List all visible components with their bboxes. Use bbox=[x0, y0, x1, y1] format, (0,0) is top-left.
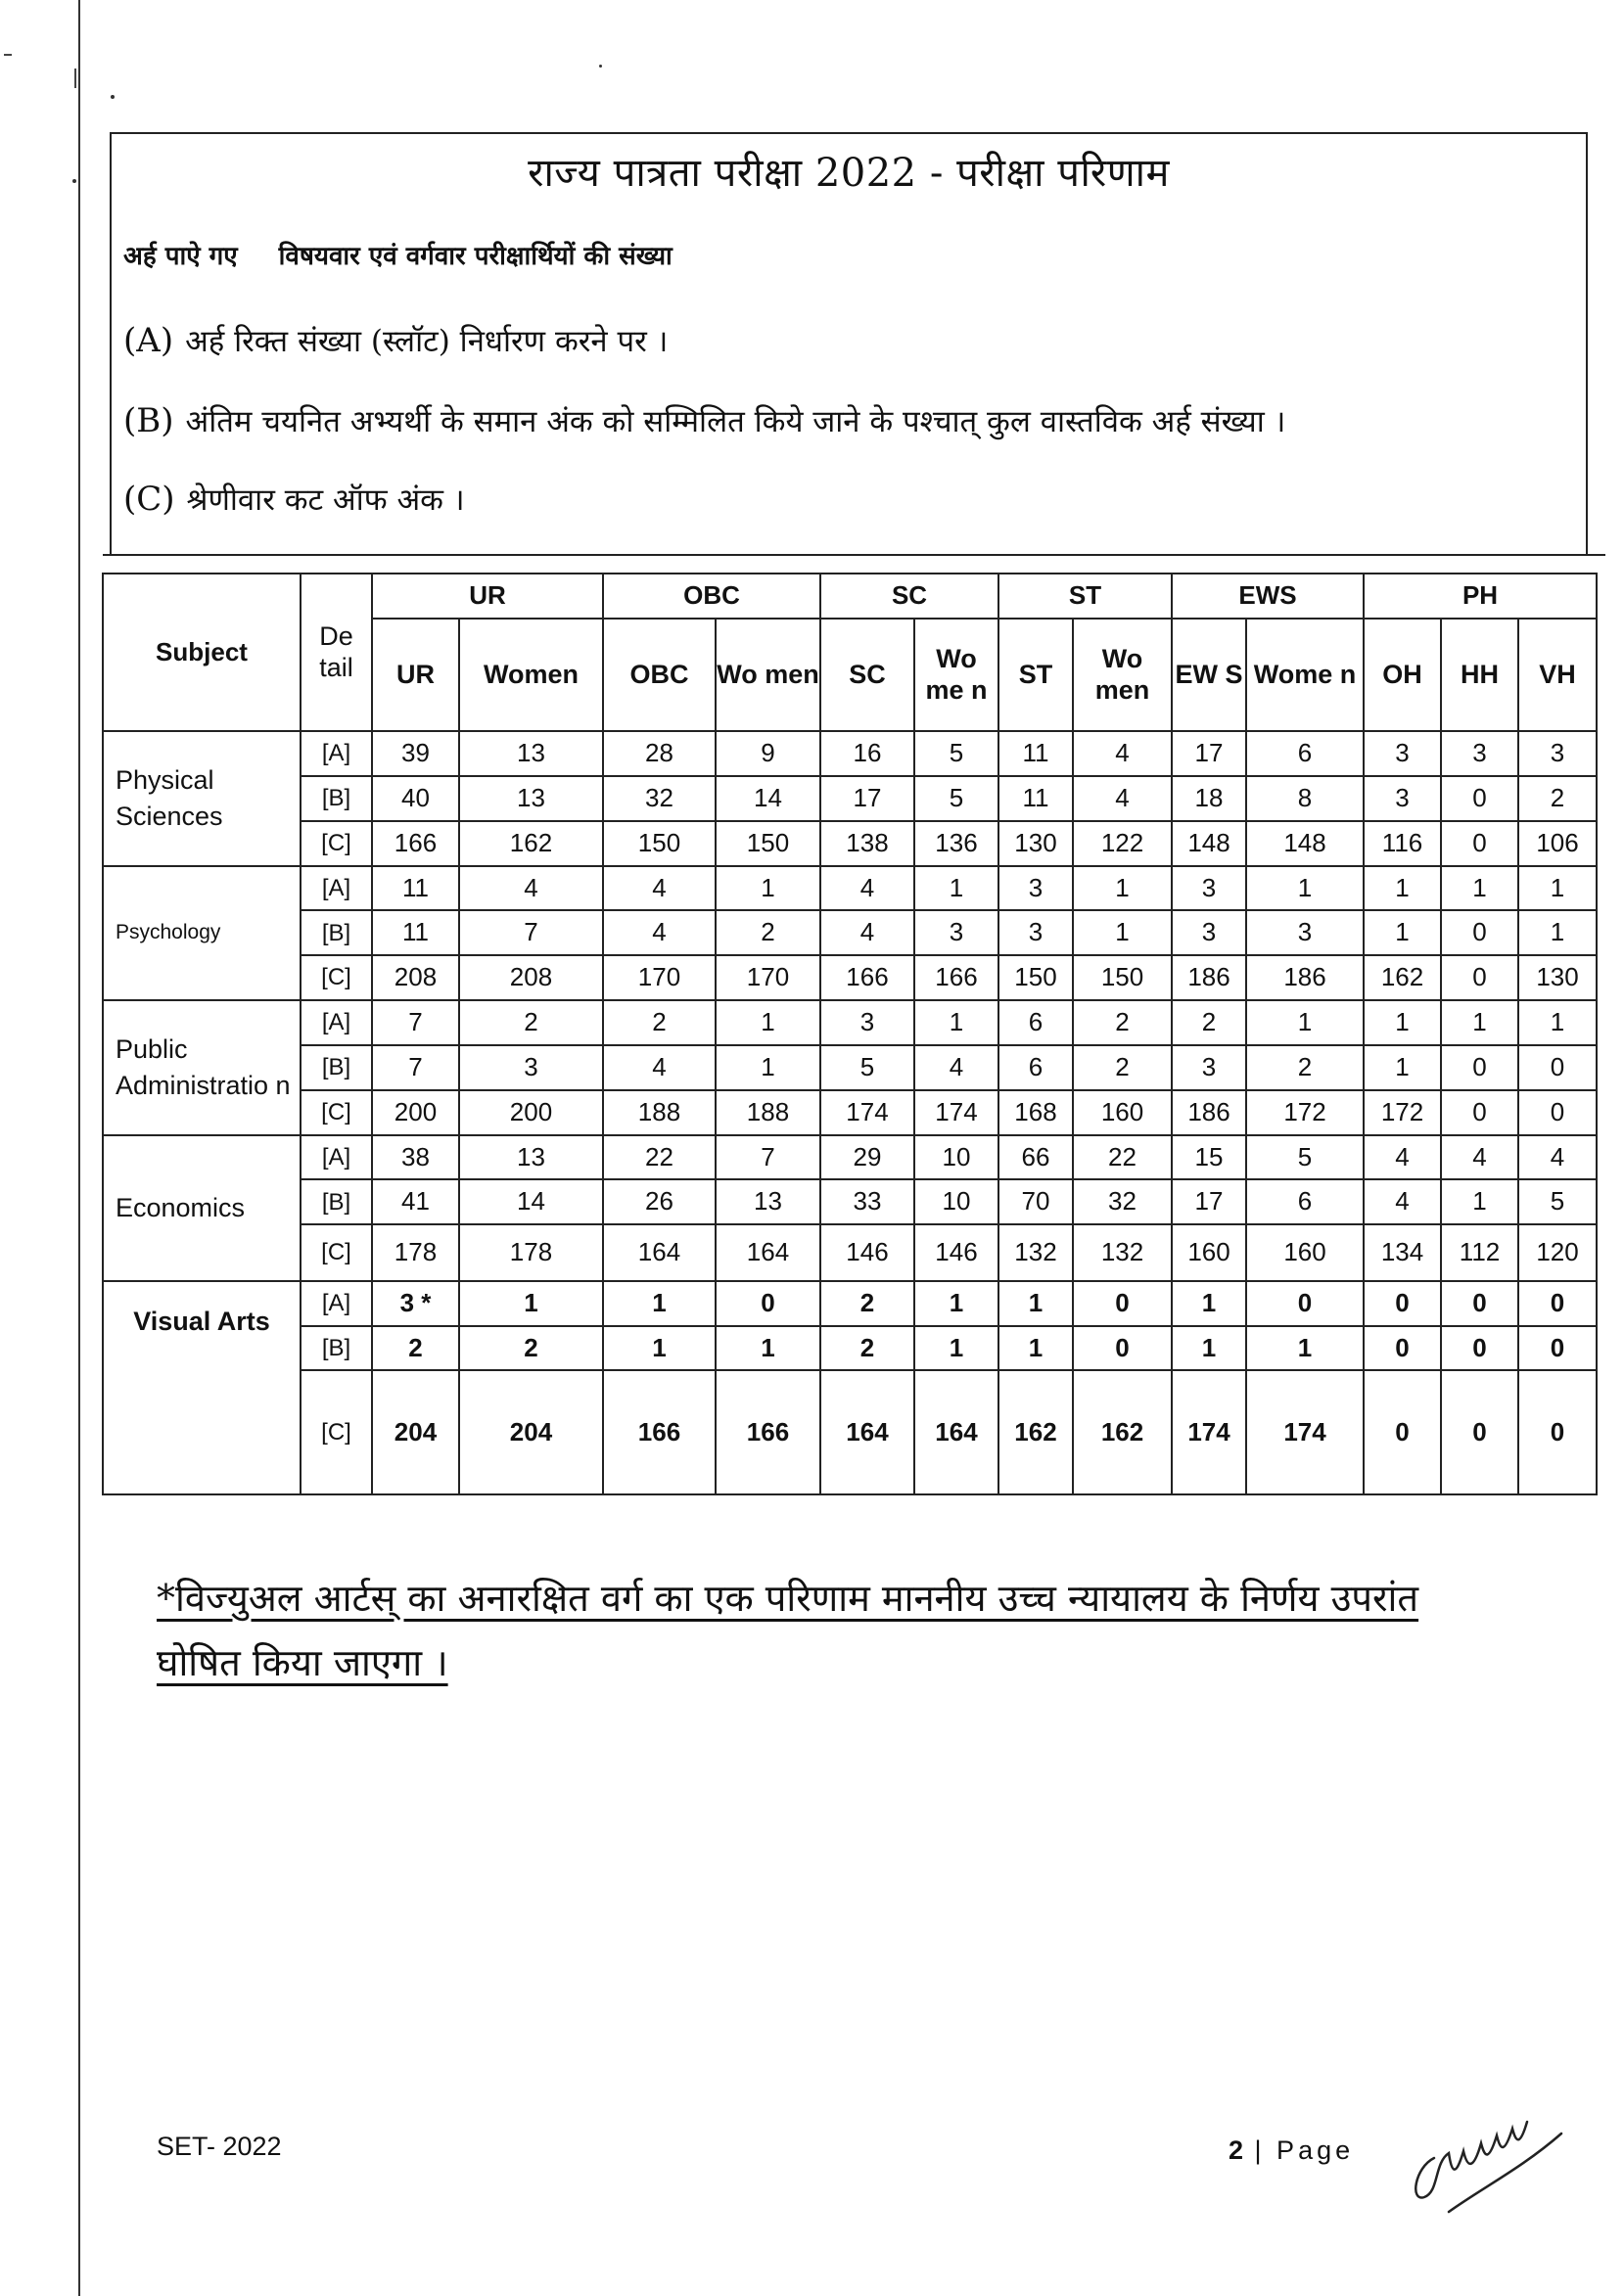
value-cell: 0 bbox=[1073, 1326, 1172, 1371]
value-cell: 0 bbox=[1364, 1370, 1441, 1494]
value-cell: 4 bbox=[603, 866, 716, 911]
value-cell: 172 bbox=[1364, 1090, 1441, 1135]
value-cell: 4 bbox=[820, 866, 914, 911]
value-cell: 106 bbox=[1518, 821, 1597, 866]
value-cell: 4 bbox=[914, 1045, 998, 1090]
value-cell: 148 bbox=[1172, 821, 1246, 866]
column-header: OH bbox=[1364, 619, 1441, 731]
table-row bbox=[103, 1000, 1597, 1045]
value-cell: 166 bbox=[603, 1370, 716, 1494]
value-cell: 2 bbox=[1073, 1000, 1172, 1045]
criterion-b bbox=[123, 400, 1285, 441]
footer-page bbox=[1229, 2135, 1354, 2166]
value-cell: 174 bbox=[1246, 1370, 1364, 1494]
value-cell: 5 bbox=[1246, 1135, 1364, 1180]
left-margin-line bbox=[78, 0, 80, 2296]
table-row bbox=[103, 1135, 1597, 1180]
group-header-ur: UR bbox=[372, 574, 603, 619]
value-cell: 0 bbox=[1441, 776, 1518, 821]
value-cell: 1 bbox=[716, 1045, 820, 1090]
value-cell: 0 bbox=[1364, 1281, 1441, 1326]
value-cell: 160 bbox=[1246, 1224, 1364, 1281]
subtitle-part-1: अर्ह पाऐ गए bbox=[123, 242, 238, 271]
criterion-text: अर्ह रिक्त संख्या (स्लॉट) निर्धारण करने पर । bbox=[185, 324, 669, 359]
column-header: Women bbox=[459, 619, 603, 731]
value-cell: 18 bbox=[1172, 776, 1246, 821]
value-cell: 4 bbox=[1518, 1135, 1597, 1180]
footnote: *विज्युअल आर्टस् का अनारक्षित वर्ग का एक परिणाम माननीय उच्च न्यायालय के निर्णय उपरांत घोषित किया जाएगा । bbox=[157, 1577, 1419, 1684]
detail-cell: [B] bbox=[301, 776, 372, 821]
value-cell: 136 bbox=[914, 821, 998, 866]
value-cell: 8 bbox=[1246, 776, 1364, 821]
detail-cell: [A] bbox=[301, 731, 372, 776]
value-cell: 3 bbox=[1246, 910, 1364, 955]
results-table bbox=[102, 573, 1598, 1495]
margin-mark bbox=[74, 69, 76, 88]
value-cell: 166 bbox=[372, 821, 459, 866]
detail-cell: [B] bbox=[301, 910, 372, 955]
subtitle-part-2: विषयवार एवं वर्गवार परीक्षार्थियों की संख्या bbox=[278, 242, 673, 271]
value-cell: 17 bbox=[1172, 731, 1246, 776]
value-cell: 0 bbox=[1441, 1326, 1518, 1371]
value-cell: 148 bbox=[1246, 821, 1364, 866]
subject-name: Physical Sciences bbox=[103, 731, 301, 866]
value-cell: 1 bbox=[1364, 866, 1441, 911]
value-cell: 132 bbox=[1073, 1224, 1172, 1281]
detail-header: De tail bbox=[301, 574, 372, 731]
subject-name: Public Administratio n bbox=[103, 1000, 301, 1135]
detail-cell: [B] bbox=[301, 1045, 372, 1090]
criterion-text: अंतिम चयनित अभ्यर्थी के समान अंक को सम्मिलित किये जाने के पश्चात् कुल वास्तविक अर्ह संख्या । bbox=[185, 404, 1286, 439]
column-header: SC bbox=[820, 619, 914, 731]
value-cell: 3 bbox=[1172, 1045, 1246, 1090]
value-cell: 3 * bbox=[372, 1281, 459, 1326]
detail-cell: [B] bbox=[301, 1179, 372, 1224]
value-cell: 9 bbox=[716, 731, 820, 776]
value-cell: 2 bbox=[716, 910, 820, 955]
value-cell: 1 bbox=[1518, 910, 1597, 955]
criterion-key: (A) bbox=[123, 321, 174, 360]
value-cell: 3 bbox=[1441, 731, 1518, 776]
value-cell: 0 bbox=[1441, 1045, 1518, 1090]
value-cell: 1 bbox=[1518, 1000, 1597, 1045]
value-cell: 174 bbox=[820, 1090, 914, 1135]
value-cell: 170 bbox=[603, 955, 716, 1000]
value-cell: 0 bbox=[1441, 1370, 1518, 1494]
value-cell: 6 bbox=[998, 1000, 1073, 1045]
value-cell: 204 bbox=[459, 1370, 603, 1494]
value-cell: 160 bbox=[1172, 1224, 1246, 1281]
value-cell: 11 bbox=[372, 866, 459, 911]
value-cell: 4 bbox=[1073, 731, 1172, 776]
column-header: Wome n bbox=[1246, 619, 1364, 731]
value-cell: 130 bbox=[1518, 955, 1597, 1000]
value-cell: 0 bbox=[1364, 1326, 1441, 1371]
value-cell: 120 bbox=[1518, 1224, 1597, 1281]
value-cell: 164 bbox=[914, 1370, 998, 1494]
criterion-c bbox=[123, 479, 465, 520]
value-cell: 17 bbox=[1172, 1179, 1246, 1224]
value-cell: 5 bbox=[914, 776, 998, 821]
value-cell: 1 bbox=[998, 1326, 1073, 1371]
value-cell: 2 bbox=[459, 1000, 603, 1045]
value-cell: 3 bbox=[820, 1000, 914, 1045]
value-cell: 0 bbox=[1441, 1281, 1518, 1326]
value-cell: 0 bbox=[716, 1281, 820, 1326]
margin-mark bbox=[4, 54, 12, 56]
value-cell: 204 bbox=[372, 1370, 459, 1494]
value-cell: 39 bbox=[372, 731, 459, 776]
value-cell: 38 bbox=[372, 1135, 459, 1180]
value-cell: 11 bbox=[998, 776, 1073, 821]
value-cell: 3 bbox=[1364, 776, 1441, 821]
value-cell: 2 bbox=[1073, 1045, 1172, 1090]
value-cell: 4 bbox=[1073, 776, 1172, 821]
value-cell: 2 bbox=[372, 1326, 459, 1371]
value-cell: 200 bbox=[459, 1090, 603, 1135]
table-row bbox=[103, 1281, 1597, 1326]
value-cell: 1 bbox=[1441, 1000, 1518, 1045]
value-cell: 2 bbox=[1246, 1045, 1364, 1090]
value-cell: 162 bbox=[459, 821, 603, 866]
value-cell: 146 bbox=[914, 1224, 998, 1281]
value-cell: 166 bbox=[914, 955, 998, 1000]
detail-cell: [C] bbox=[301, 1090, 372, 1135]
value-cell: 188 bbox=[603, 1090, 716, 1135]
value-cell: 1 bbox=[1172, 1326, 1246, 1371]
table-row bbox=[103, 866, 1597, 911]
value-cell: 0 bbox=[1518, 1090, 1597, 1135]
value-cell: 112 bbox=[1441, 1224, 1518, 1281]
value-cell: 6 bbox=[998, 1045, 1073, 1090]
group-header-ph: PH bbox=[1364, 574, 1597, 619]
group-header-st: ST bbox=[998, 574, 1172, 619]
value-cell: 3 bbox=[1364, 731, 1441, 776]
value-cell: 4 bbox=[459, 866, 603, 911]
page-number: 2 bbox=[1229, 2135, 1244, 2165]
value-cell: 200 bbox=[372, 1090, 459, 1135]
value-cell: 132 bbox=[998, 1224, 1073, 1281]
table-row bbox=[103, 1326, 1597, 1371]
value-cell: 138 bbox=[820, 821, 914, 866]
value-cell: 32 bbox=[603, 776, 716, 821]
value-cell: 10 bbox=[914, 1135, 998, 1180]
subject-name: Psychology bbox=[103, 866, 301, 1001]
value-cell: 116 bbox=[1364, 821, 1441, 866]
value-cell: 14 bbox=[459, 1179, 603, 1224]
value-cell: 1 bbox=[1246, 866, 1364, 911]
value-cell: 2 bbox=[459, 1326, 603, 1371]
value-cell: 7 bbox=[716, 1135, 820, 1180]
value-cell: 26 bbox=[603, 1179, 716, 1224]
page-label: | Page bbox=[1254, 2135, 1355, 2165]
table-row bbox=[103, 910, 1597, 955]
signature-icon bbox=[1395, 2075, 1571, 2222]
value-cell: 0 bbox=[1518, 1370, 1597, 1494]
value-cell: 3 bbox=[998, 910, 1073, 955]
detail-cell: [A] bbox=[301, 1281, 372, 1326]
value-cell: 208 bbox=[372, 955, 459, 1000]
value-cell: 0 bbox=[1246, 1281, 1364, 1326]
value-cell: 0 bbox=[1441, 910, 1518, 955]
value-cell: 166 bbox=[716, 1370, 820, 1494]
value-cell: 174 bbox=[914, 1090, 998, 1135]
value-cell: 170 bbox=[716, 955, 820, 1000]
subject-header: Subject bbox=[103, 574, 301, 731]
value-cell: 188 bbox=[716, 1090, 820, 1135]
table-row bbox=[103, 821, 1597, 866]
value-cell: 6 bbox=[1246, 731, 1364, 776]
value-cell: 1 bbox=[1518, 866, 1597, 911]
value-cell: 13 bbox=[459, 776, 603, 821]
value-cell: 146 bbox=[820, 1224, 914, 1281]
value-cell: 1 bbox=[998, 1281, 1073, 1326]
value-cell: 4 bbox=[1441, 1135, 1518, 1180]
table-row bbox=[103, 1224, 1597, 1281]
value-cell: 186 bbox=[1172, 955, 1246, 1000]
criterion-a bbox=[123, 320, 668, 361]
value-cell: 0 bbox=[1518, 1326, 1597, 1371]
value-cell: 1 bbox=[914, 1281, 998, 1326]
value-cell: 1 bbox=[716, 1000, 820, 1045]
criterion-key: (B) bbox=[123, 401, 174, 440]
value-cell: 186 bbox=[1246, 955, 1364, 1000]
detail-cell: [C] bbox=[301, 955, 372, 1000]
table-row bbox=[103, 1090, 1597, 1135]
value-cell: 0 bbox=[1518, 1281, 1597, 1326]
value-cell: 41 bbox=[372, 1179, 459, 1224]
value-cell: 1 bbox=[914, 866, 998, 911]
value-cell: 1 bbox=[1441, 866, 1518, 911]
column-header: UR bbox=[372, 619, 459, 731]
value-cell: 0 bbox=[1441, 955, 1518, 1000]
value-cell: 130 bbox=[998, 821, 1073, 866]
detail-cell: [C] bbox=[301, 1370, 372, 1494]
column-header: EW S bbox=[1172, 619, 1246, 731]
value-cell: 0 bbox=[1441, 821, 1518, 866]
value-cell: 66 bbox=[998, 1135, 1073, 1180]
value-cell: 178 bbox=[459, 1224, 603, 1281]
value-cell: 1 bbox=[603, 1326, 716, 1371]
value-cell: 1 bbox=[1364, 910, 1441, 955]
value-cell: 162 bbox=[1073, 1370, 1172, 1494]
value-cell: 5 bbox=[1518, 1179, 1597, 1224]
value-cell: 178 bbox=[372, 1224, 459, 1281]
value-cell: 28 bbox=[603, 731, 716, 776]
value-cell: 33 bbox=[820, 1179, 914, 1224]
page-title: राज्य पात्रता परीक्षा 2022 - परीक्षा परिणाम bbox=[528, 151, 1170, 196]
value-cell: 13 bbox=[716, 1179, 820, 1224]
table-row bbox=[103, 776, 1597, 821]
value-cell: 3 bbox=[1172, 910, 1246, 955]
header-box bbox=[110, 132, 1588, 555]
value-cell: 22 bbox=[603, 1135, 716, 1180]
speck bbox=[111, 95, 115, 99]
value-cell: 2 bbox=[820, 1281, 914, 1326]
value-cell: 122 bbox=[1073, 821, 1172, 866]
value-cell: 70 bbox=[998, 1179, 1073, 1224]
speck bbox=[72, 179, 76, 183]
value-cell: 1 bbox=[716, 866, 820, 911]
value-cell: 160 bbox=[1073, 1090, 1172, 1135]
detail-cell: [B] bbox=[301, 1326, 372, 1371]
value-cell: 4 bbox=[1364, 1135, 1441, 1180]
value-cell: 7 bbox=[459, 910, 603, 955]
table-row bbox=[103, 955, 1597, 1000]
group-header-obc: OBC bbox=[603, 574, 820, 619]
value-cell: 3 bbox=[1172, 866, 1246, 911]
value-cell: 1 bbox=[603, 1281, 716, 1326]
group-header-sc: SC bbox=[820, 574, 998, 619]
value-cell: 164 bbox=[716, 1224, 820, 1281]
value-cell: 1 bbox=[914, 1000, 998, 1045]
value-cell: 172 bbox=[1246, 1090, 1364, 1135]
value-cell: 17 bbox=[820, 776, 914, 821]
value-cell: 32 bbox=[1073, 1179, 1172, 1224]
value-cell: 1 bbox=[1172, 1281, 1246, 1326]
detail-cell: [C] bbox=[301, 1224, 372, 1281]
value-cell: 13 bbox=[459, 1135, 603, 1180]
value-cell: 1 bbox=[914, 1326, 998, 1371]
value-cell: 1 bbox=[1073, 866, 1172, 911]
value-cell: 2 bbox=[603, 1000, 716, 1045]
value-cell: 2 bbox=[820, 1326, 914, 1371]
criterion-text: श्रेणीवार कट ऑफ अंक । bbox=[186, 482, 465, 518]
value-cell: 150 bbox=[603, 821, 716, 866]
value-cell: 10 bbox=[914, 1179, 998, 1224]
value-cell: 0 bbox=[1441, 1090, 1518, 1135]
value-cell: 186 bbox=[1172, 1090, 1246, 1135]
detail-cell: [C] bbox=[301, 821, 372, 866]
column-header: Wo men bbox=[716, 619, 820, 731]
value-cell: 11 bbox=[998, 731, 1073, 776]
table-row bbox=[103, 1370, 1597, 1494]
value-cell: 22 bbox=[1073, 1135, 1172, 1180]
column-header: HH bbox=[1441, 619, 1518, 731]
value-cell: 2 bbox=[1518, 776, 1597, 821]
value-cell: 1 bbox=[459, 1281, 603, 1326]
value-cell: 150 bbox=[716, 821, 820, 866]
speck bbox=[599, 65, 602, 68]
value-cell: 162 bbox=[998, 1370, 1073, 1494]
subject-name: Economics bbox=[103, 1135, 301, 1281]
value-cell: 0 bbox=[1073, 1281, 1172, 1326]
value-cell: 7 bbox=[372, 1000, 459, 1045]
value-cell: 3 bbox=[914, 910, 998, 955]
subject-name: Visual Arts bbox=[103, 1281, 301, 1494]
value-cell: 14 bbox=[716, 776, 820, 821]
value-cell: 5 bbox=[820, 1045, 914, 1090]
column-header: VH bbox=[1518, 619, 1597, 731]
value-cell: 4 bbox=[820, 910, 914, 955]
value-cell: 1 bbox=[1441, 1179, 1518, 1224]
table-row bbox=[103, 1045, 1597, 1090]
value-cell: 11 bbox=[372, 910, 459, 955]
value-cell: 164 bbox=[603, 1224, 716, 1281]
detail-cell: [A] bbox=[301, 866, 372, 911]
value-cell: 4 bbox=[603, 1045, 716, 1090]
table-row bbox=[103, 731, 1597, 776]
value-cell: 1 bbox=[716, 1326, 820, 1371]
value-cell: 166 bbox=[820, 955, 914, 1000]
value-cell: 3 bbox=[459, 1045, 603, 1090]
value-cell: 16 bbox=[820, 731, 914, 776]
value-cell: 150 bbox=[1073, 955, 1172, 1000]
value-cell: 208 bbox=[459, 955, 603, 1000]
value-cell: 4 bbox=[603, 910, 716, 955]
value-cell: 1 bbox=[1364, 1045, 1441, 1090]
value-cell: 164 bbox=[820, 1370, 914, 1494]
value-cell: 1 bbox=[1246, 1326, 1364, 1371]
value-cell: 15 bbox=[1172, 1135, 1246, 1180]
value-cell: 5 bbox=[914, 731, 998, 776]
column-header: ST bbox=[998, 619, 1073, 731]
value-cell: 134 bbox=[1364, 1224, 1441, 1281]
header-divider bbox=[103, 554, 1605, 556]
value-cell: 2 bbox=[1172, 1000, 1246, 1045]
value-cell: 168 bbox=[998, 1090, 1073, 1135]
value-cell: 40 bbox=[372, 776, 459, 821]
column-header: OBC bbox=[603, 619, 716, 731]
value-cell: 13 bbox=[459, 731, 603, 776]
value-cell: 6 bbox=[1246, 1179, 1364, 1224]
value-cell: 162 bbox=[1364, 955, 1441, 1000]
value-cell: 1 bbox=[1364, 1000, 1441, 1045]
detail-cell: [A] bbox=[301, 1000, 372, 1045]
group-header-ews: EWS bbox=[1172, 574, 1364, 619]
column-header: Wo me n bbox=[914, 619, 998, 731]
value-cell: 0 bbox=[1518, 1045, 1597, 1090]
value-cell: 174 bbox=[1172, 1370, 1246, 1494]
column-header: Wo men bbox=[1073, 619, 1172, 731]
value-cell: 3 bbox=[998, 866, 1073, 911]
value-cell: 7 bbox=[372, 1045, 459, 1090]
value-cell: 1 bbox=[1073, 910, 1172, 955]
table-subtitle bbox=[123, 237, 673, 272]
footer-exam-label: SET- 2022 bbox=[157, 2132, 282, 2161]
criterion-key: (C) bbox=[123, 480, 175, 519]
table-row bbox=[103, 1179, 1597, 1224]
value-cell: 29 bbox=[820, 1135, 914, 1180]
detail-cell: [A] bbox=[301, 1135, 372, 1180]
value-cell: 3 bbox=[1518, 731, 1597, 776]
value-cell: 1 bbox=[1246, 1000, 1364, 1045]
value-cell: 4 bbox=[1364, 1179, 1441, 1224]
value-cell: 150 bbox=[998, 955, 1073, 1000]
